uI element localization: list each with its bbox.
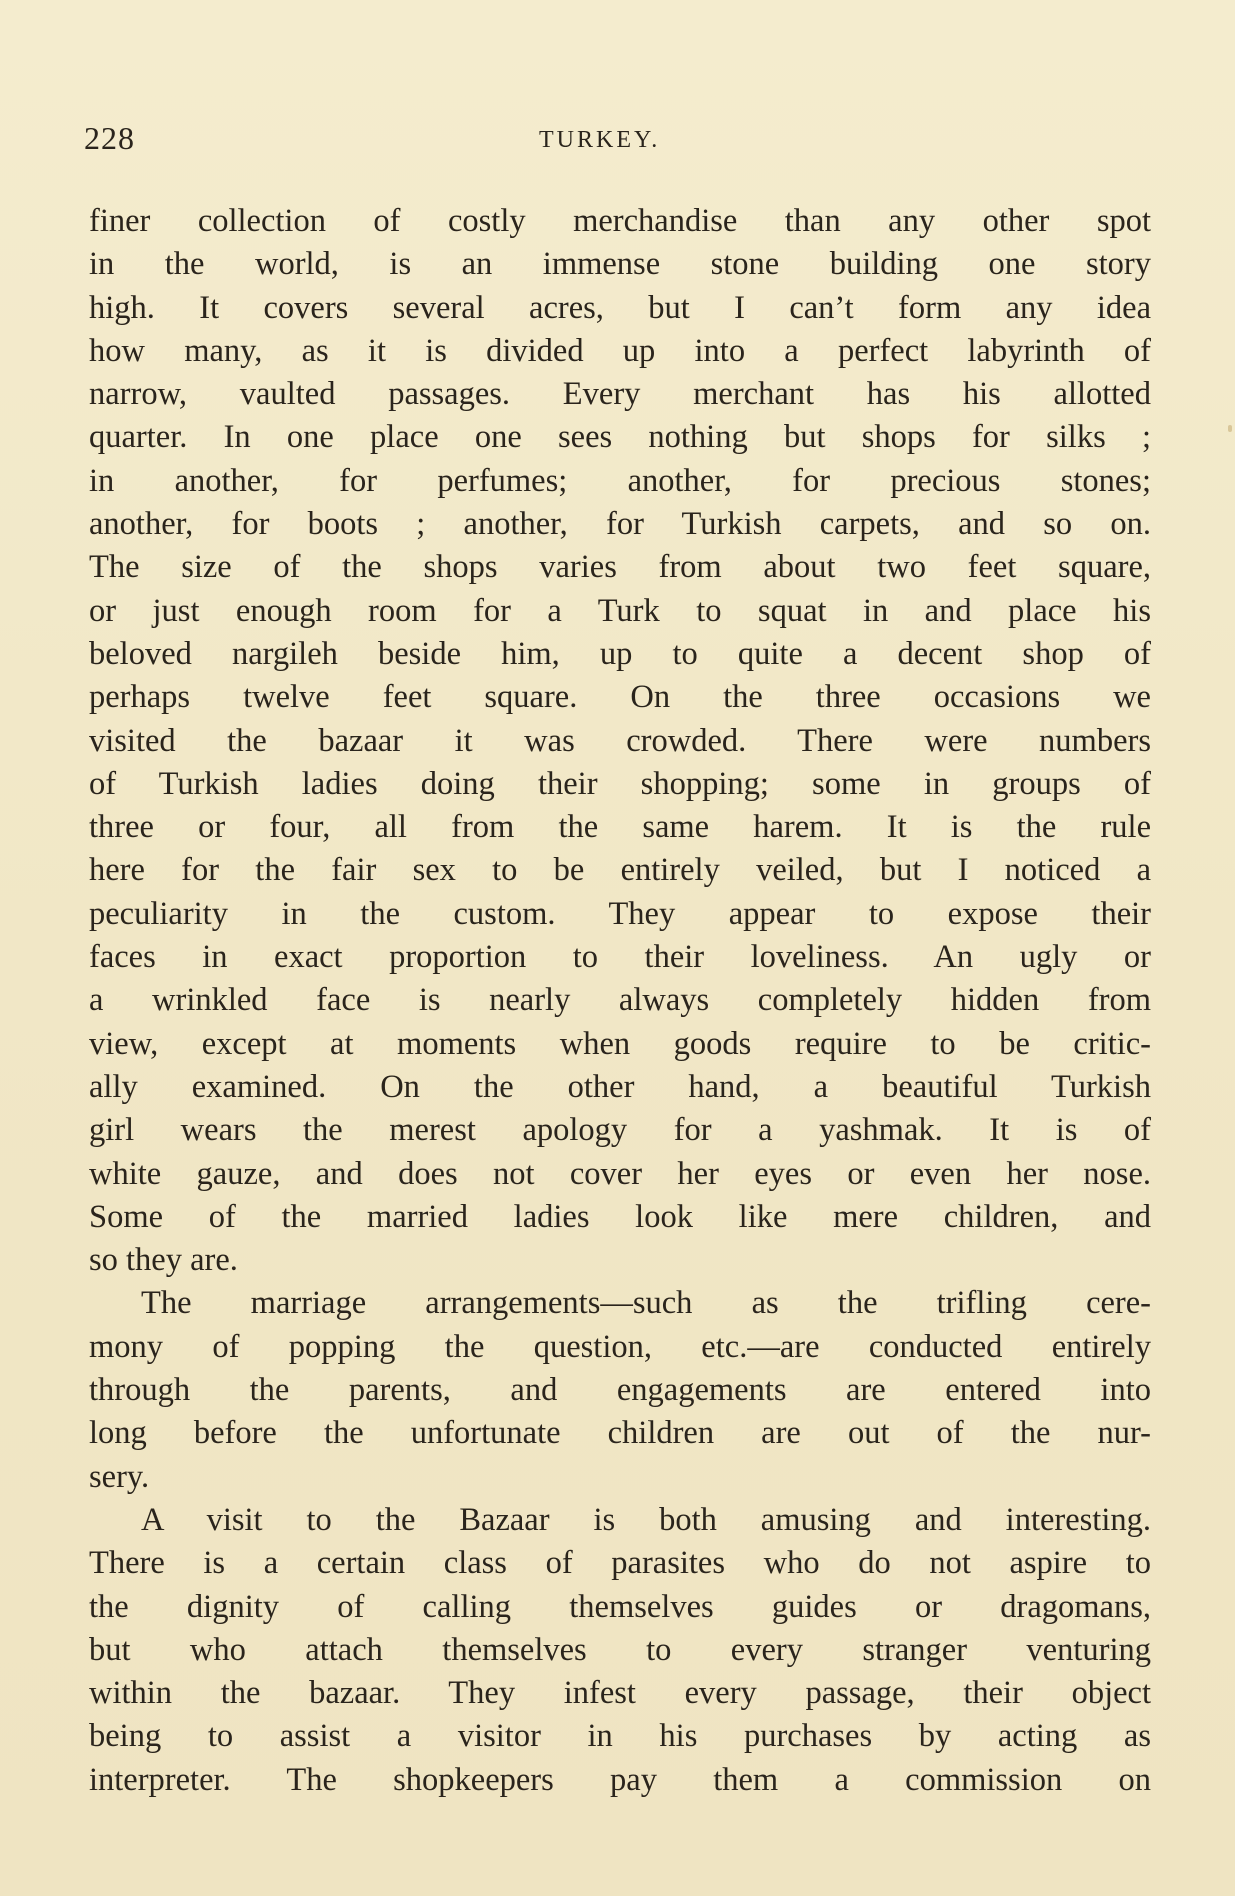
text-line: here for the fair sex to be entirely veiled, but I noticed a	[89, 852, 1151, 889]
text-line: in the world, is an immense stone building one story	[89, 246, 1151, 283]
text-line: The size of the shops varies from about two feet square,	[89, 549, 1151, 586]
paragraph-2	[89, 1282, 1151, 1498]
text-line: within the bazaar. They infest every passage, their object	[89, 1675, 1151, 1712]
text-line: in another, for perfumes; another, for precious stones;	[89, 462, 1151, 499]
text-line: high. It covers several acres, but I can’t form any idea	[89, 289, 1151, 326]
text-line: interpreter. The shopkeepers pay them a commission on	[89, 1761, 1151, 1798]
text-line: so they are.	[89, 1242, 238, 1279]
text-line: how many, as it is divided up into a perfect labyrinth of	[89, 332, 1151, 369]
running-head	[84, 118, 1154, 158]
text-line: the dignity of calling themselves guides or dragomans,	[89, 1588, 1151, 1625]
text-line: quarter. In one place one sees nothing but shops for silks ;	[89, 419, 1151, 456]
text-line: white gauze, and does not cover her eyes or even her nose.	[89, 1155, 1151, 1192]
text-line: peculiarity in the custom. They appear to expose their	[89, 895, 1151, 932]
text-line: beloved nargileh beside him, up to quite a decent shop of	[89, 635, 1151, 672]
text-line: through the parents, and engagements are entered into	[89, 1372, 1151, 1409]
text-line: Some of the married ladies look like mere children, and	[89, 1198, 1151, 1235]
text-line: being to assist a visitor in his purchases by acting as	[89, 1718, 1151, 1755]
text-line: girl wears the merest apology for a yashmak. It is of	[89, 1112, 1151, 1149]
text-line: visited the bazaar it was crowded. There were numbers	[89, 722, 1151, 759]
text-line: another, for boots ; another, for Turkish carpets, and so on.	[89, 506, 1151, 543]
text-line: faces in exact proportion to their loveliness. An ugly or	[89, 939, 1151, 976]
text-line: or just enough room for a Turk to squat in and place his	[89, 592, 1151, 629]
text-line: three or four, all from the same harem. It is the rule	[89, 809, 1151, 846]
text-line: ally examined. On the other hand, a beautiful Turkish	[89, 1068, 1151, 1105]
paragraph-1	[89, 200, 1151, 1282]
text-line: The marriage arrangements—such as the trifling cere-	[141, 1285, 1151, 1322]
text-line: perhaps twelve feet square. On the three occasions we	[89, 679, 1151, 716]
paper-speck	[1228, 425, 1232, 432]
text-line: but who attach themselves to every stranger venturing	[89, 1631, 1151, 1668]
paragraph-3	[89, 1499, 1151, 1802]
text-line: A visit to the Bazaar is both amusing and interesting.	[141, 1501, 1151, 1538]
text-line: mony of popping the question, etc.—are conducted entirely	[89, 1328, 1151, 1365]
text-line: sery.	[89, 1458, 150, 1495]
body-text	[89, 200, 1151, 1802]
text-line: of Turkish ladies doing their shopping; some in groups of	[89, 765, 1151, 802]
running-title: TURKEY.	[539, 127, 661, 153]
text-line: a wrinkled face is nearly always completely hidden from	[89, 982, 1151, 1019]
text-line: view, except at moments when goods require to be critic-	[89, 1025, 1151, 1062]
text-line: narrow, vaulted passages. Every merchant has his allotted	[89, 376, 1151, 413]
page-number: 228	[84, 120, 135, 156]
text-line: finer collection of costly merchandise than any other spot	[89, 203, 1151, 239]
text-line: long before the unfortunate children are out of the nur-	[89, 1415, 1151, 1452]
text-line: There is a certain class of parasites who do not aspire to	[89, 1545, 1151, 1582]
